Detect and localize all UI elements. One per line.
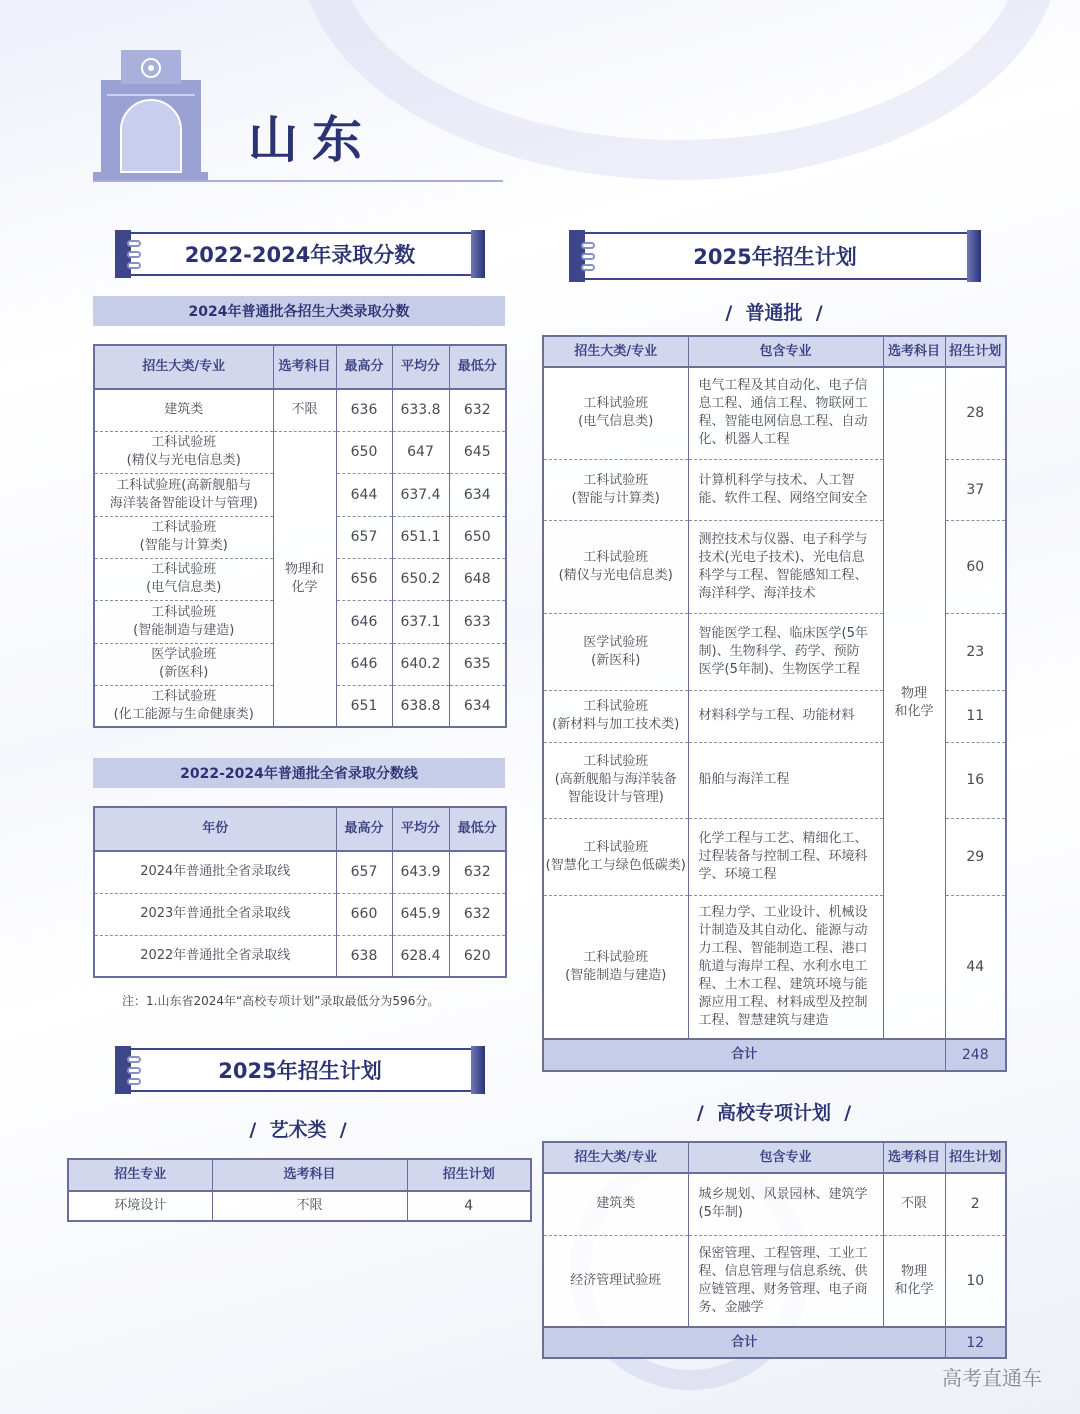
table-header-row	[68, 1159, 531, 1191]
name-cell: 经济管理试验班	[543, 1235, 688, 1327]
plan-cell: 29	[945, 818, 1006, 895]
scores-2024-table	[93, 344, 507, 728]
majors-cell: 计算机科学与技术、人工智能、软件工程、网络空间安全	[688, 459, 883, 520]
plan-cell: 37	[945, 459, 1006, 520]
column-header: 选考科目	[883, 1142, 945, 1173]
name-cell: 工科试验班 (精仪与光电信息类)	[94, 431, 273, 473]
general-plan-table	[542, 335, 1007, 1072]
max-cell: 651	[336, 685, 392, 727]
scores-2024-title: 2024年普通批各招生大类录取分数	[93, 296, 505, 326]
ring-icon	[581, 253, 595, 260]
plan-cell: 4	[407, 1191, 531, 1221]
majors-cell: 化学工程与工艺、精细化工、过程装备与控制工程、环境科学、环境工程	[688, 818, 883, 895]
avg-cell: 633.8	[392, 389, 449, 431]
plan-cell: 16	[945, 742, 1006, 818]
province-title: 山东	[248, 111, 376, 169]
column-header: 年份	[94, 807, 336, 851]
max-cell: 646	[336, 643, 392, 685]
column-header: 招生大类/专业	[543, 1142, 688, 1173]
table-row	[94, 935, 506, 977]
name-cell: 工科试验班 (智能制造与建造)	[543, 895, 688, 1039]
total-row	[543, 1039, 1006, 1071]
min-cell: 632	[449, 893, 506, 935]
name-cell: 建筑类	[543, 1173, 688, 1235]
column-header: 选考科目	[883, 336, 945, 367]
banner-plan-right	[571, 232, 979, 280]
ring-icon	[127, 1056, 141, 1063]
plan-cell: 2	[945, 1173, 1006, 1235]
ring-icon	[127, 1067, 141, 1074]
name-cell: 工科试验班(高新舰船与 海洋装备智能设计与管理)	[94, 473, 273, 516]
general-category-heading: / 普通批 /	[725, 302, 823, 324]
column-header: 平均分	[392, 807, 449, 851]
column-header: 招生大类/专业	[543, 336, 688, 367]
min-cell: 650	[449, 516, 506, 558]
table-row	[94, 851, 506, 893]
column-header: 招生专业	[68, 1159, 212, 1191]
name-cell: 医学试验班 (新医科)	[543, 613, 688, 690]
column-header: 招生计划	[945, 1142, 1006, 1173]
banner-tab	[471, 230, 485, 278]
majors-cell: 测控技术与仪器、电子科学与技术(光电子技术)、光电信息科学与工程、智能感知工程、海洋科学、海洋技术	[688, 520, 883, 613]
banner-title: 2025年招生计划	[693, 245, 857, 269]
column-header: 包含专业	[688, 336, 883, 367]
subject-cell: 物理和 化学	[273, 431, 336, 727]
name-cell: 2022年普通批全省录取线	[94, 935, 336, 977]
total-label: 合计	[543, 1327, 945, 1358]
column-header: 选考科目	[273, 345, 336, 389]
province-lines-title: 2022-2024年普通批全省录取分数线	[93, 758, 505, 788]
subject-cell: 不限	[273, 389, 336, 431]
min-cell: 632	[449, 851, 506, 893]
footnote: 注：1.山东省2024年“高校专项计划”录取最低分为596分。	[122, 994, 440, 1008]
subject-cell: 不限	[883, 1173, 945, 1235]
table-row	[94, 893, 506, 935]
total-value: 12	[945, 1327, 1006, 1358]
max-cell: 657	[336, 851, 392, 893]
subject-cell: 物理 和化学	[883, 367, 945, 1039]
max-cell: 660	[336, 893, 392, 935]
banner-tab	[471, 1046, 485, 1094]
column-header: 最高分	[336, 807, 392, 851]
ring-icon	[127, 1078, 141, 1085]
majors-cell: 电气工程及其自动化、电子信息工程、通信工程、物联网工程、智能电网信息工程、自动化、机器人工程	[688, 367, 883, 459]
table-header-row	[543, 1142, 1006, 1173]
university-gate-logo	[93, 50, 208, 180]
table-row	[94, 389, 506, 431]
majors-cell: 工程力学、工业设计、机械设计制造及其自动化、能源与动力工程、智能制造工程、港口航道与海岸工程、水利水电工程、土木工程、建筑环境与能源应用工程、材料成型及控制工程、智慧建筑与建造	[688, 895, 883, 1039]
avg-cell: 647	[392, 431, 449, 473]
background-swoosh	[300, 0, 1060, 180]
avg-cell: 650.2	[392, 558, 449, 600]
plan-cell: 11	[945, 690, 1006, 742]
banner-tab	[967, 230, 981, 282]
avg-cell: 637.1	[392, 600, 449, 643]
min-cell: 620	[449, 935, 506, 977]
name-cell: 工科试验班 (智能与计算类)	[543, 459, 688, 520]
name-cell: 工科试验班 (智慧化工与绿色低碳类)	[543, 818, 688, 895]
banner-title: 2025年招生计划	[218, 1059, 382, 1083]
column-header: 平均分	[392, 345, 449, 389]
subject-cell: 物理 和化学	[883, 1235, 945, 1327]
min-cell: 648	[449, 558, 506, 600]
column-header: 最低分	[449, 807, 506, 851]
total-value: 248	[945, 1039, 1006, 1071]
total-label: 合计	[543, 1039, 945, 1071]
avg-cell: 643.9	[392, 851, 449, 893]
max-cell: 638	[336, 935, 392, 977]
avg-cell: 638.8	[392, 685, 449, 727]
majors-cell: 城乡规划、风景园林、建筑学(5年制)	[688, 1173, 883, 1235]
min-cell: 634	[449, 473, 506, 516]
name-cell: 工科试验班 (高新舰船与海洋装备 智能设计与管理)	[543, 742, 688, 818]
min-cell: 635	[449, 643, 506, 685]
majors-cell: 智能医学工程、临床医学(5年制)、生物科学、药学、预防医学(5年制)、生物医学工程	[688, 613, 883, 690]
province-lines-table	[93, 806, 507, 978]
banner-plan-left	[117, 1048, 483, 1092]
avg-cell: 637.4	[392, 473, 449, 516]
name-cell: 工科试验班 (精仪与光电信息类)	[543, 520, 688, 613]
table-header-row	[94, 345, 506, 389]
ring-icon	[127, 262, 141, 269]
max-cell: 646	[336, 600, 392, 643]
name-cell: 工科试验班 (电气信息类)	[543, 367, 688, 459]
column-header: 选考科目	[212, 1159, 407, 1191]
min-cell: 645	[449, 431, 506, 473]
column-header: 招生大类/专业	[94, 345, 273, 389]
banner-admission-scores	[117, 232, 483, 276]
name-cell: 工科试验班 (智能制造与建造)	[94, 600, 273, 643]
min-cell: 633	[449, 600, 506, 643]
column-header: 招生计划	[407, 1159, 531, 1191]
table-row	[543, 1235, 1006, 1327]
column-header: 最低分	[449, 345, 506, 389]
majors-cell: 船舶与海洋工程	[688, 742, 883, 818]
name-cell: 工科试验班 (智能与计算类)	[94, 516, 273, 558]
art-plan-table	[67, 1158, 532, 1222]
total-row	[543, 1327, 1006, 1358]
name-cell: 2024年普通批全省录取线	[94, 851, 336, 893]
plan-cell: 23	[945, 613, 1006, 690]
divider	[93, 180, 503, 182]
max-cell: 650	[336, 431, 392, 473]
banner-title: 2022-2024年录取分数	[184, 243, 416, 267]
avg-cell: 645.9	[392, 893, 449, 935]
column-header: 包含专业	[688, 1142, 883, 1173]
name-cell: 医学试验班 (新医科)	[94, 643, 273, 685]
max-cell: 656	[336, 558, 392, 600]
avg-cell: 628.4	[392, 935, 449, 977]
min-cell: 634	[449, 685, 506, 727]
plan-cell: 44	[945, 895, 1006, 1039]
plan-cell: 60	[945, 520, 1006, 613]
plan-cell: 10	[945, 1235, 1006, 1327]
table-row	[94, 431, 506, 473]
avg-cell: 640.2	[392, 643, 449, 685]
majors-cell: 保密管理、工程管理、工业工程、信息管理与信息系统、供应链管理、财务管理、电子商务、金融学	[688, 1235, 883, 1327]
table-row	[543, 367, 1006, 459]
table-row	[543, 1173, 1006, 1235]
table-row	[68, 1191, 531, 1221]
majors-cell: 材料科学与工程、功能材料	[688, 690, 883, 742]
column-header: 招生计划	[945, 336, 1006, 367]
name-cell: 工科试验班 (化工能源与生命健康类)	[94, 685, 273, 727]
name-cell: 工科试验班 (新材料与加工技术类)	[543, 690, 688, 742]
special-category-heading: / 高校专项计划 /	[696, 1102, 852, 1124]
max-cell: 657	[336, 516, 392, 558]
table-header-row	[94, 807, 506, 851]
table-header-row	[543, 336, 1006, 367]
watermark: 高考直通车	[942, 1366, 1042, 1390]
special-plan-table	[542, 1141, 1007, 1359]
ring-icon	[127, 240, 141, 247]
name-cell: 2023年普通批全省录取线	[94, 893, 336, 935]
ring-icon	[127, 251, 141, 258]
min-cell: 632	[449, 389, 506, 431]
max-cell: 644	[336, 473, 392, 516]
plan-cell: 28	[945, 367, 1006, 459]
ring-icon	[581, 264, 595, 271]
avg-cell: 651.1	[392, 516, 449, 558]
art-category-heading: / 艺术类 /	[249, 1119, 347, 1141]
name-cell: 建筑类	[94, 389, 273, 431]
column-header: 最高分	[336, 345, 392, 389]
subject-cell: 不限	[212, 1191, 407, 1221]
name-cell: 环境设计	[68, 1191, 212, 1221]
ring-icon	[581, 242, 595, 249]
max-cell: 636	[336, 389, 392, 431]
name-cell: 工科试验班 (电气信息类)	[94, 558, 273, 600]
